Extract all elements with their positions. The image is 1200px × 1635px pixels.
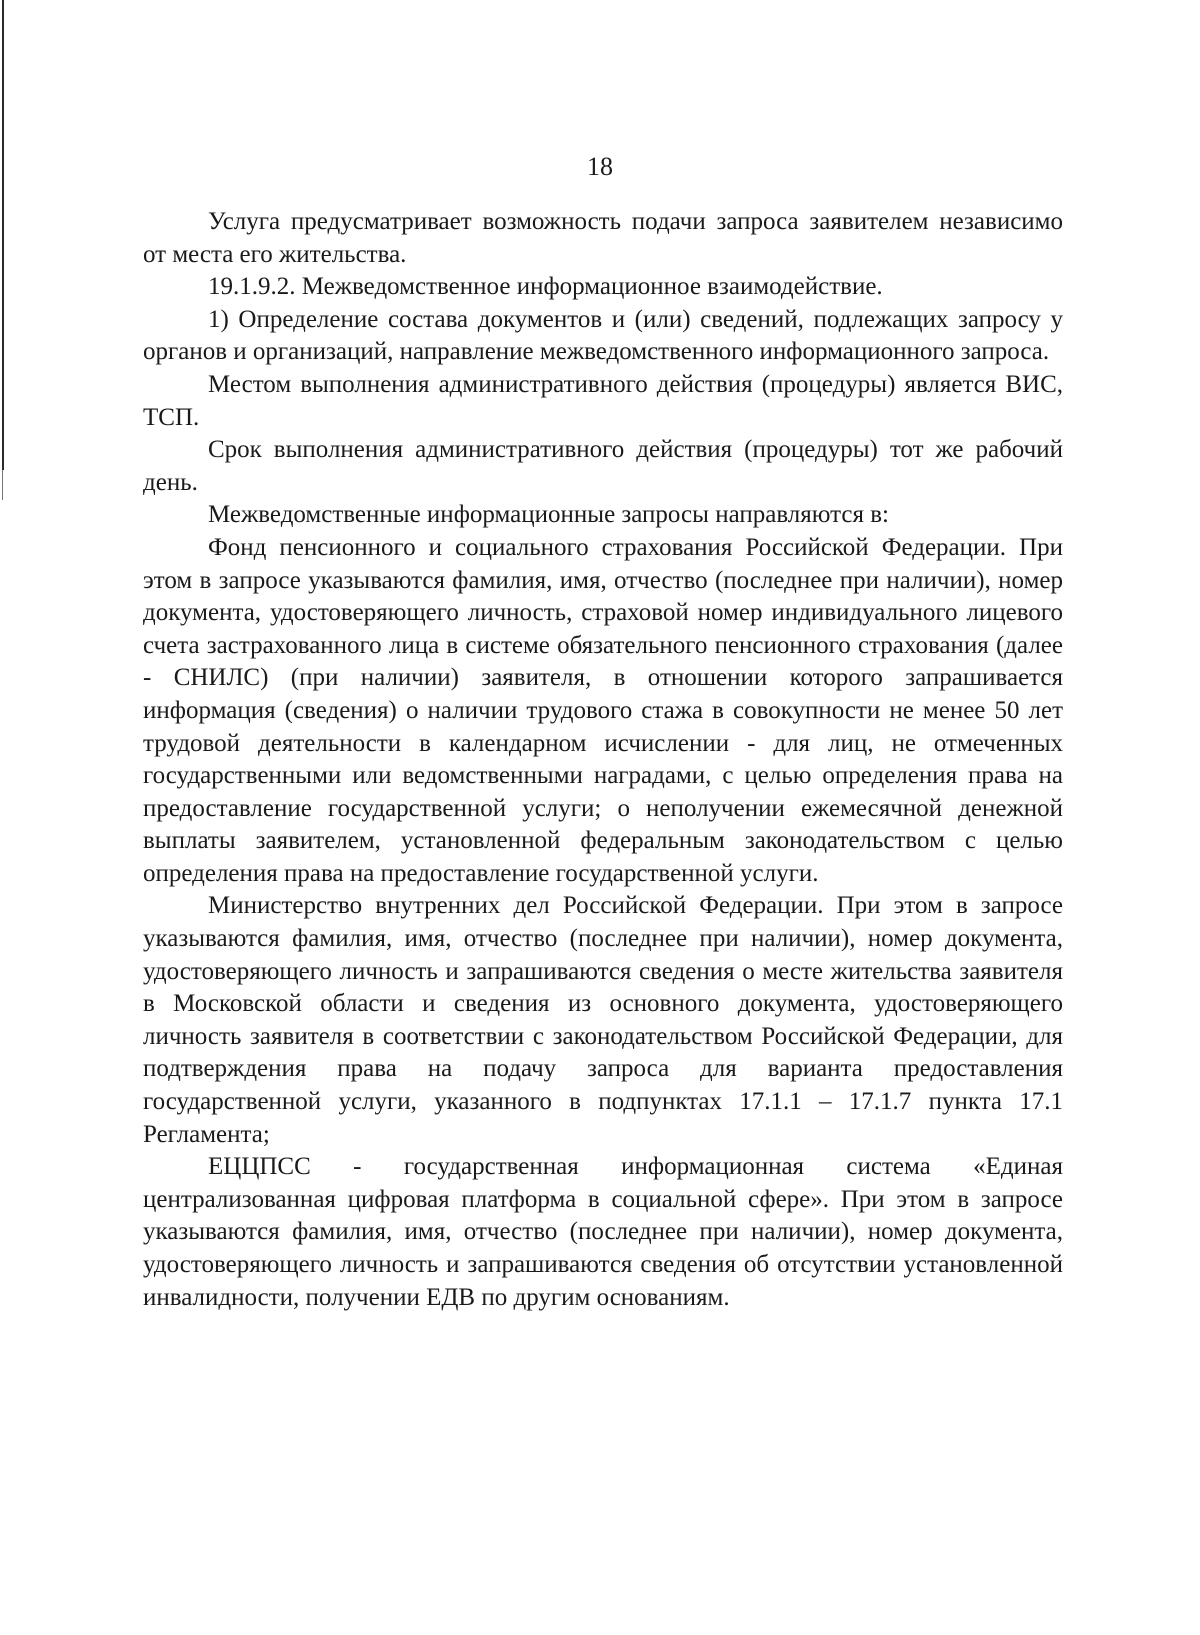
paragraph-service-location: Услуга предусматривает возможность подачи запроса заявителем независимо от места его жительства. — [143, 208, 1063, 268]
scan-page-edge — [2, 0, 4, 470]
paragraph-execution-place: Местом выполнения административного действия (процедуры) является ВИС, ТСП. — [143, 370, 1063, 431]
scan-page-edge-lower — [2, 470, 3, 500]
paragraph-document-composition: 1) Определение состава документов и (или) сведений, подлежащих запросу у органов и организаций, направление межведомственного информационного запроса. — [143, 305, 1063, 366]
paragraph-social-platform: ЕЦЦПСС - государственная информационная система «Единая централизованная цифровая платформа в социальной сфере». При этом в запросе указываются фамилия, имя, отчество (последнее при наличии), номер документа, удостоверяющего личность и запрашиваются сведения об отсутствии установленной инвалидности, получении ЕДВ по другим основаниям. — [143, 1153, 1063, 1311]
paragraph-interior-ministry: Министерство внутренних дел Российской Федерации. При этом в запросе указываются фамилия, имя, отчество (последнее при наличии), номер документа, удостоверяющего личность и запрашиваются сведения о месте жительства заявителя в Московской области и сведения из основного документа, удостоверяющего личность заявителя в соответствии с законодательством Российской Федерации, для подтверждения права на подачу запроса для варианта предоставления государственной услуги, указанного в подпунктах 17.1.1 – 17.1.7 пункта 17.1 Регламента; — [143, 892, 1063, 1148]
paragraph-section-heading: 19.1.9.2. Межведомственное информационное взаимодействие. — [208, 273, 883, 301]
page-number: 18 — [587, 152, 613, 181]
paragraph-requests-intro: Межведомственные информационные запросы направляются в: — [208, 501, 889, 529]
paragraph-execution-term: Срок выполнения административного действия (процедуры) тот же рабочий день. — [143, 436, 1063, 496]
paragraph-pension-fund: Фонд пенсионного и социального страхования Российской Федерации. При этом в запросе указываются фамилия, имя, отчество (последнее при наличии), номер документа, удостоверяющего личность, страховой номер индивидуального лицевого счета застрахованного лица в системе обязательного пенсионного страхования (далее - СНИЛС) (при наличии) заявителя, в отношении которого запрашивается информация (сведения) о наличии трудового стажа в совокупности не менее 50 лет трудовой деятельности в календарном исчислении - для лиц, не отмеченных государственными или ведомственными наградами, с целью определения права на предоставление государственной услуги; о неполучении ежемесячной денежной выплаты заявителем, установленной федеральным законодательством с целью определения права на предоставление государственной услуги. — [143, 533, 1063, 887]
document-body — [143, 206, 1063, 1314]
